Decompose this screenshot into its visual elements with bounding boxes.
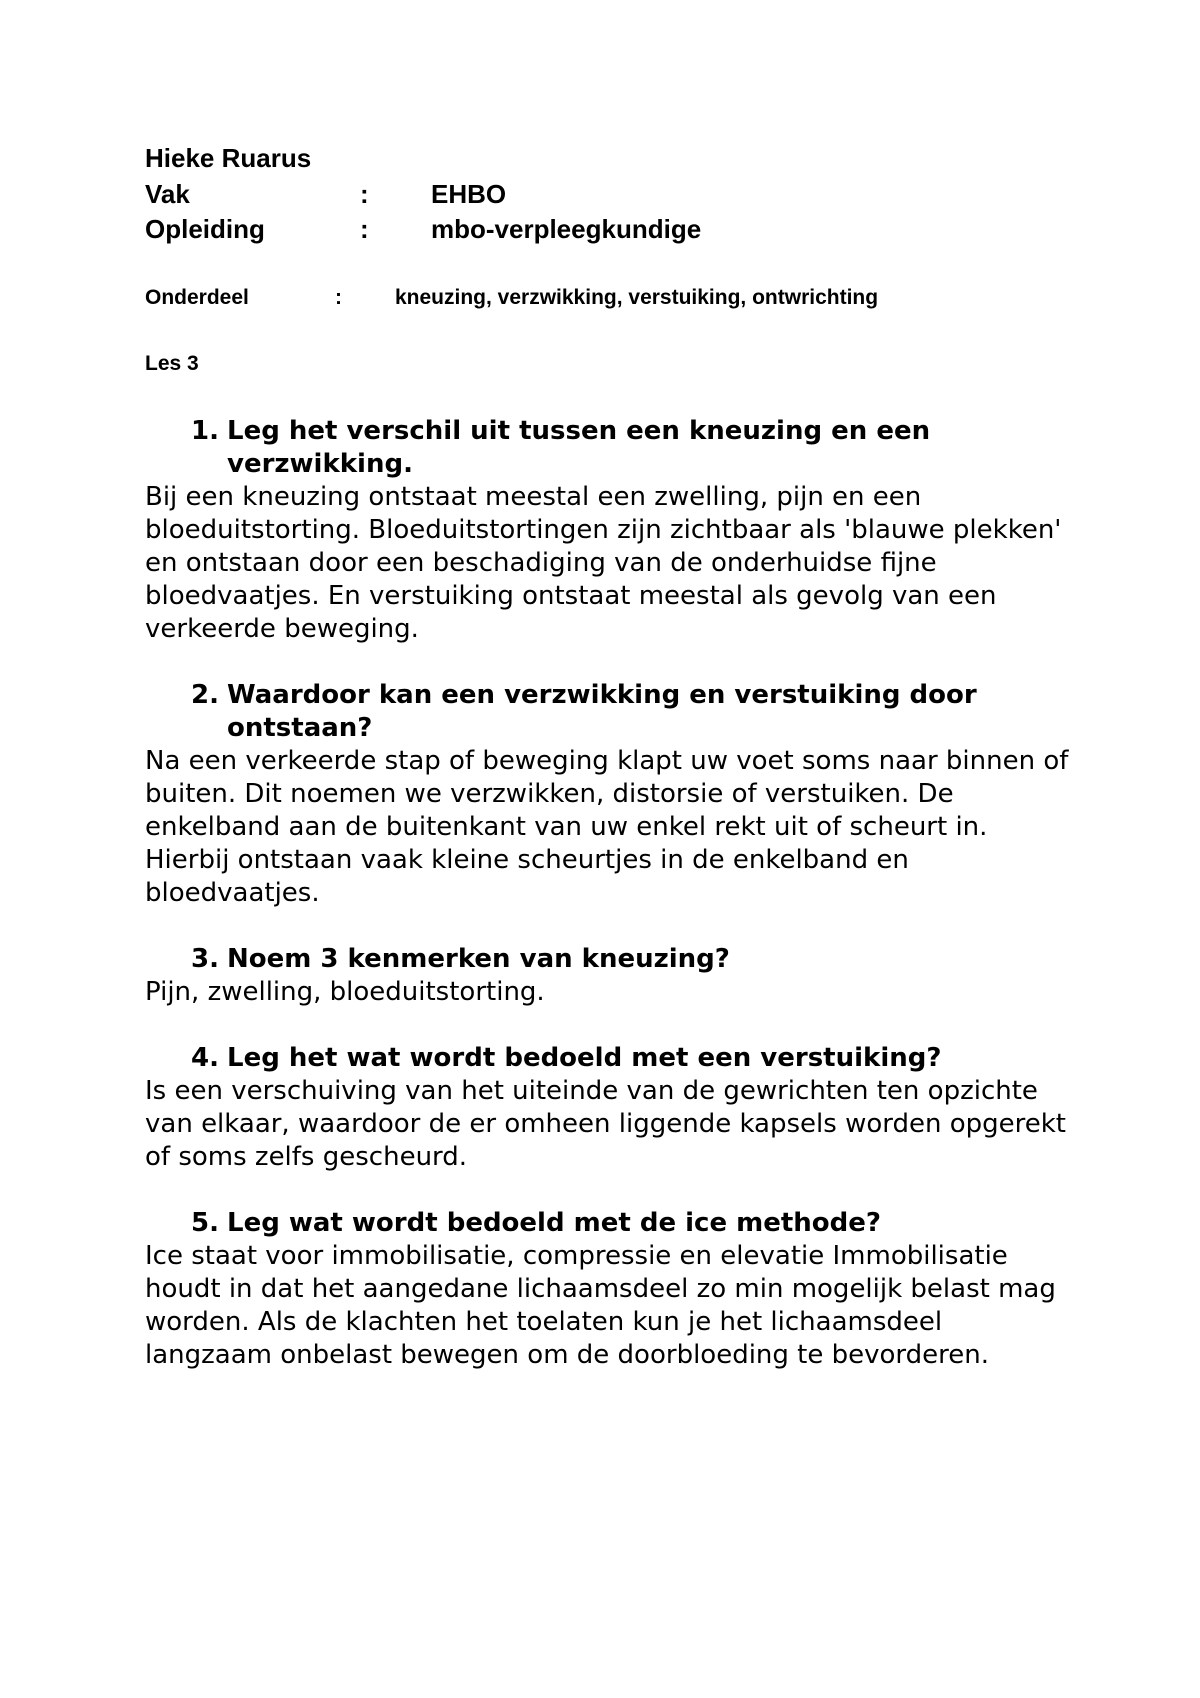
header-label: Vak [145, 179, 190, 209]
question-number: 5. [191, 1208, 219, 1238]
question-text: Noem 3 kenmerken van kneuzing? [227, 944, 730, 974]
question-number: 3. [191, 944, 219, 974]
qa-block-2 [145, 679, 1075, 910]
header-value: kneuzing, verzwikking, verstuiking, ontwrichting [395, 286, 879, 309]
answer-text: Pijn, zwelling, bloeduitstorting. [145, 977, 545, 1007]
question-number: 4. [191, 1043, 219, 1073]
qa-block-4 [145, 1042, 1075, 1174]
header-colon: : [360, 179, 369, 209]
header-label: Opleiding [145, 214, 265, 244]
author-name: Hieke Ruarus [145, 143, 312, 173]
qa-block-3 [145, 943, 1075, 1009]
question-heading [145, 943, 1075, 976]
question-number: 1. [191, 416, 219, 446]
header-value: EHBO [431, 179, 507, 209]
header-row-vak [145, 179, 507, 210]
qa-block-1 [145, 415, 1075, 646]
header-value: mbo-verpleegkundige [431, 214, 702, 244]
question-heading [145, 1042, 1075, 1075]
question-heading [145, 415, 1075, 481]
answer-text: Na een verkeerde stap of beweging klapt uw voet soms naar binnen of buiten. Dit noemen we verzwikken, distorsie of verstuiken. De enkelband aan de buitenkant van uw enkel rekt uit of scheurt in. Hierbij ontstaan vaak kleine scheurtjes in de enkelband en bloedvaatjes. [145, 746, 1069, 908]
question-number: 2. [191, 680, 219, 710]
answer-text: Is een verschuiving van het uiteinde van de gewrichten ten opzichte van elkaar, waardoor de er omheen liggende kapsels worden opgerekt of soms zelfs gescheurd. [145, 1076, 1066, 1172]
question-heading [145, 1207, 1075, 1240]
header-row-opleiding [145, 214, 702, 245]
header-row-onderdeel [145, 286, 879, 310]
answer-text: Ice staat voor immobilisatie, compressie en elevatie Immobilisatie houdt in dat het aangedane lichaamsdeel zo min mogelijk belast mag worden. Als de klachten het toelaten kun je het lichaamsdeel langzaam onbelast bewegen om de doorbloeding te bevorderen. [145, 1241, 1056, 1370]
question-text: Waardoor kan een verzwikking en verstuiking door ontstaan? [227, 680, 977, 743]
answer-text: Bij een kneuzing ontstaat meestal een zwelling, pijn en een bloeduitstorting. Bloeduitstortingen zijn zichtbaar als 'blauwe plekken' en ontstaan door een beschadiging van de onderhuidse fijne bloedvaatjes. En verstuiking ontstaat meestal als gevolg van een verkeerde beweging. [145, 482, 1062, 644]
question-text: Leg wat wordt bedoeld met de ice methode? [227, 1208, 881, 1238]
question-text: Leg het verschil uit tussen een kneuzing en een verzwikking. [227, 416, 931, 479]
lesson-label: Les 3 [145, 352, 199, 375]
header-label: Onderdeel [145, 286, 249, 309]
qa-block-5 [145, 1207, 1075, 1372]
question-text: Leg het wat wordt bedoeld met een verstuiking? [227, 1043, 942, 1073]
header-colon: : [335, 286, 342, 309]
question-heading [145, 679, 1075, 745]
header-colon: : [360, 214, 369, 244]
